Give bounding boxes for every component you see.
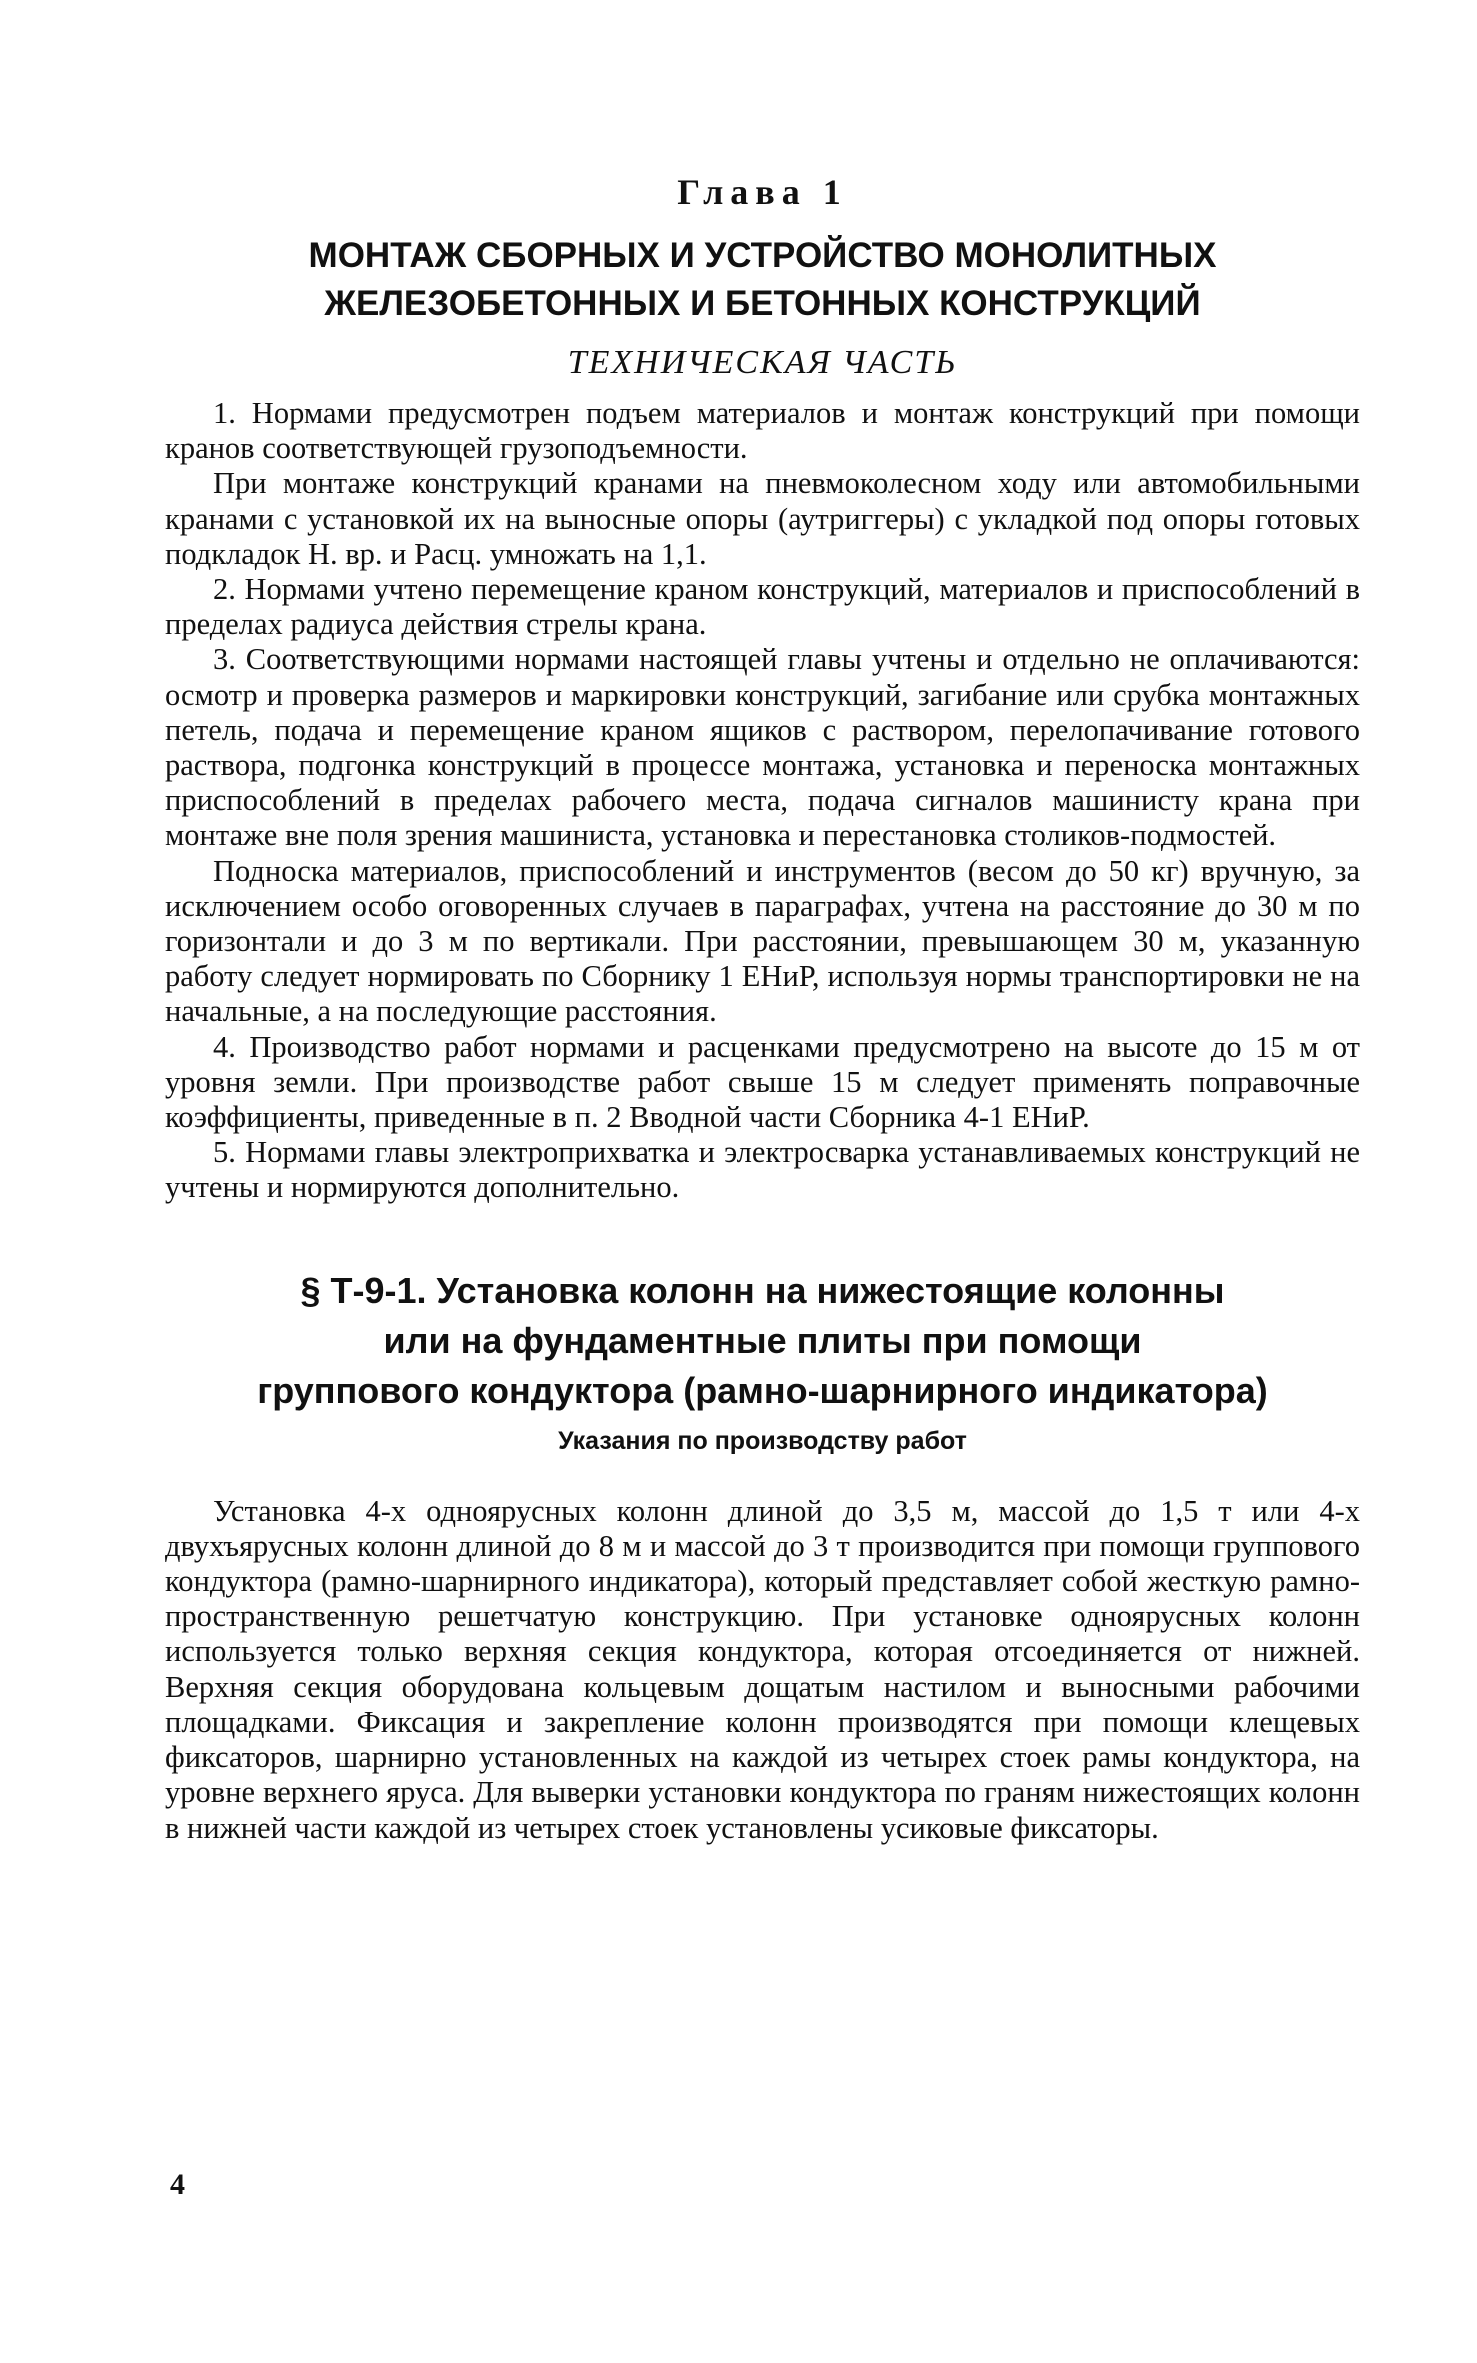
text-paragraph: Подноска материалов, приспособлений и инструментов (весом до 50 кг) вручную, за исключением особо оговоренных случаев в параграфах, учтена на расстояние до 30 м по горизонтали и до 3 м по вертикали. При расстоянии, превышающем 30 м, указанную работу следует нормировать по Сборнику 1 ЕНиР, используя нормы транспортировки не на начальные, а на последующие расстояния. <box>165 853 1360 1029</box>
work-instructions-body <box>165 1494 1360 1846</box>
chapter-title-line: МОНТАЖ СБОРНЫХ И УСТРОЙСТВО МОНОЛИТНЫХ <box>308 236 1217 275</box>
text-paragraph: 1. Нормами предусмотрен подъем материалов и монтаж конструкций при помощи кранов соответствующей грузоподъемности. <box>165 396 1360 466</box>
technical-part-body <box>165 396 1360 1206</box>
chapter-title-line: ЖЕЛЕЗОБЕТОННЫХ И БЕТОННЫХ КОНСТРУКЦИЙ <box>324 284 1201 323</box>
document-page <box>165 170 1360 1846</box>
text-paragraph: 5. Нормами главы электроприхватка и электросварка устанавливаемых конструкций не учтены и нормируются дополнительно. <box>165 1135 1360 1205</box>
chapter-title <box>165 232 1360 328</box>
work-instructions-heading: Указания по производству работ <box>558 1426 967 1455</box>
page-number: 4 <box>170 2168 185 2201</box>
text-paragraph: Установка 4-х одноярусных колонн длиной до 3,5 м, массой до 1,5 т или 4-х двухъярусных колонн длиной до 8 м и массой до 3 т производится при помощи группового кондуктора (рамно-шарнирного индикатора), который представляет собой жесткую рамно-пространственную решетчатую конструкцию. При установке одноярусных колонн используется только верхняя секция кондуктора, которая отсоединяется от нижней. Верхняя секция оборудована кольцевым дощатым настилом и выносными рабочими площадками. Фиксация и закрепление колонн производятся при помощи клещевых фиксаторов, шарнирно установленных на каждой из четырех стоек рамы кондуктора, на уровне верхнего яруса. Для выверки установки кондуктора по граням нижестоящих колонн в нижней части каждой из четырех стоек установлены усиковые фиксаторы. <box>165 1493 1360 1845</box>
paragraph-title-line: группового кондуктора (рамно-шарнирного индикатора) <box>257 1369 1268 1411</box>
text-paragraph: 4. Производство работ нормами и расценками предусмотрено на высоте до 15 м от уровня земли. При производстве работ свыше 15 м следует применять поправочные коэффициенты, приведенные в п. 2 Вводной части Сборника 4-1 ЕНиР. <box>165 1029 1360 1135</box>
text-paragraph: 2. Нормами учтено перемещение краном конструкций, материалов и приспособлений в пределах радиуса действия стрелы крана. <box>165 572 1360 642</box>
text-paragraph: При монтаже конструкций кранами на пневмоколесном ходу или автомобильными кранами с установкой их на выносные опоры (аутриггеры) с укладкой под опоры готовых подкладок Н. вр. и Расц. умножать на 1,1. <box>165 466 1360 571</box>
paragraph-title-line: § Т-9-1. Установка колонн на нижестоящие колонны <box>300 1269 1225 1311</box>
text-paragraph: 3. Соответствующими нормами настоящей главы учтены и отдельно не оплачиваются: осмотр и проверка размеров и маркировки конструкций, загибание или срубка монтажных петель, подача и перемещение краном ящиков с раствором, перелопачивание готового раствора, подгонка конструкций в процессе монтажа, установка и переноска монтажных приспособлений в пределах рабочего места, подача сигналов машинисту крана при монтаже вне поля зрения машиниста, установка и перестановка столиков-подмостей. <box>165 642 1360 853</box>
chapter-label: Глава 1 <box>677 172 848 212</box>
paragraph-section-title <box>165 1266 1360 1416</box>
technical-part-heading: ТЕХНИЧЕСКАЯ ЧАСТЬ <box>567 344 958 381</box>
paragraph-title-line: или на фундаментные плиты при помощи <box>383 1319 1142 1361</box>
